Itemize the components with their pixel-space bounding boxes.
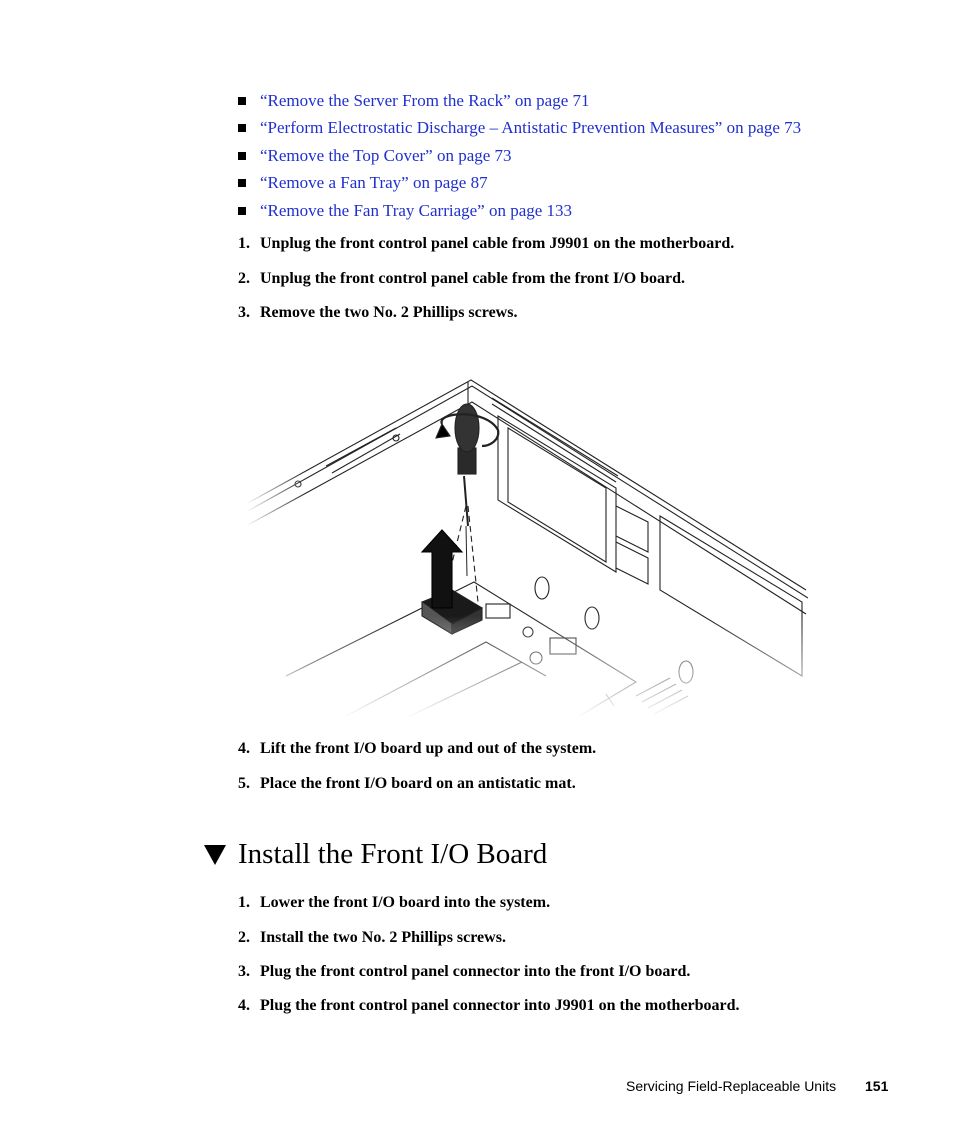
- step-text: Lower the front I/O board into the system.: [260, 894, 551, 911]
- step-text: Place the front I/O board on an antistatic mat.: [260, 775, 576, 792]
- step-text: Remove the two No. 2 Phillips screws.: [260, 304, 518, 321]
- remove-step-2: [238, 270, 685, 288]
- remove-step-3: [238, 304, 517, 322]
- list-item: [238, 171, 488, 195]
- link-perform-esd-measures[interactable]: “Perform Electrostatic Discharge – Antistatic Prevention Measures” on page 73: [260, 118, 802, 137]
- list-item: [238, 199, 572, 223]
- step-number: 5.: [238, 775, 250, 792]
- footer-section-title: Servicing Field-Replaceable Units: [626, 1078, 837, 1094]
- step-number: 2.: [238, 270, 250, 287]
- bullet-icon: [238, 179, 246, 187]
- step-number: 2.: [238, 929, 250, 946]
- install-step-1: [238, 894, 550, 912]
- step-text: Unplug the front control panel cable from J9901 on the motherboard.: [260, 235, 735, 252]
- link-remove-fan-tray-carriage[interactable]: “Remove the Fan Tray Carriage” on page 133: [260, 201, 573, 220]
- step-text: Plug the front control panel connector into J9901 on the motherboard.: [260, 997, 740, 1014]
- step-text: Install the two No. 2 Phillips screws.: [260, 929, 506, 946]
- step-text: Plug the front control panel connector into the front I/O board.: [260, 963, 691, 980]
- list-item: [238, 89, 590, 113]
- front-io-board-removal-illustration: [246, 376, 808, 718]
- triangle-down-icon: [204, 845, 226, 865]
- remove-step-1: [238, 235, 734, 253]
- step-number: 4.: [238, 740, 250, 757]
- step-number: 1.: [238, 235, 250, 252]
- section-heading-text: Install the Front I/O Board: [238, 838, 548, 870]
- bullet-icon: [238, 152, 246, 160]
- page-number: 151: [865, 1078, 889, 1094]
- install-step-4: [238, 997, 740, 1015]
- step-text: Lift the front I/O board up and out of the system.: [260, 740, 597, 757]
- step-number: 1.: [238, 894, 250, 911]
- remove-step-4: [238, 740, 596, 758]
- step-number: 3.: [238, 304, 250, 321]
- list-item: [238, 144, 512, 168]
- bullet-icon: [238, 124, 246, 132]
- remove-step-5: [238, 775, 576, 793]
- link-remove-fan-tray[interactable]: “Remove a Fan Tray” on page 87: [260, 173, 488, 192]
- list-item: [238, 116, 801, 140]
- step-number: 3.: [238, 963, 250, 980]
- link-remove-server-from-rack[interactable]: “Remove the Server From the Rack” on page 71: [260, 91, 590, 110]
- bullet-icon: [238, 97, 246, 105]
- bullet-icon: [238, 207, 246, 215]
- step-number: 4.: [238, 997, 250, 1014]
- install-step-2: [238, 929, 506, 947]
- section-heading: [204, 838, 547, 871]
- step-text: Unplug the front control panel cable from the front I/O board.: [260, 270, 686, 287]
- install-step-3: [238, 963, 690, 981]
- link-remove-top-cover[interactable]: “Remove the Top Cover” on page 73: [260, 146, 512, 165]
